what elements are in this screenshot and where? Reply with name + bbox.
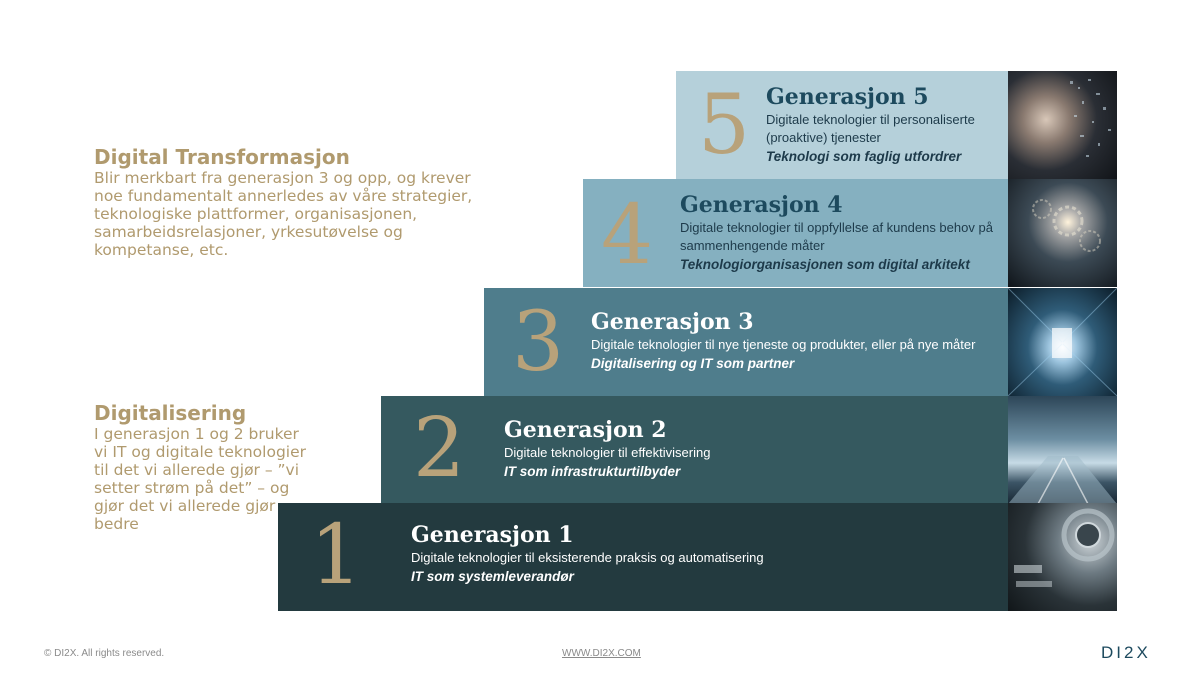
generation-3-step xyxy=(484,288,1008,396)
generation-5-number: 5 xyxy=(698,78,751,173)
generation-1-content xyxy=(411,521,998,586)
generation-4-step xyxy=(583,179,1008,287)
digital-transformation-block xyxy=(94,145,489,259)
generation-1-subtitle: IT som systemleverandør xyxy=(411,569,574,584)
di2x-logo: DI2X xyxy=(1101,643,1151,662)
generation-3-number: 3 xyxy=(512,295,565,390)
generation-1-number: 1 xyxy=(310,508,363,603)
generation-2-description: Digitale teknologier til effektivisering xyxy=(504,445,711,460)
digital-transformation-title: Digital Transformasjon xyxy=(94,145,350,169)
generation-4-description: Digitale teknologier til oppfyllelse af kundens behov på sammenhengende måter xyxy=(680,220,993,253)
digitalisering-block xyxy=(94,401,309,533)
generation-2-step xyxy=(381,396,1008,504)
generation-4-number: 4 xyxy=(601,188,654,283)
generation-5-description: Digitale teknologier til personaliserte (proaktive) tjenester xyxy=(766,112,975,145)
generation-1-description: Digitale teknologier til eksisterende praksis og automatisering xyxy=(411,550,764,565)
generation-5-content xyxy=(766,83,998,166)
generation-4-subtitle: Teknologiorganisasjonen som digital arkitekt xyxy=(680,257,970,272)
generation-3-content xyxy=(591,308,998,373)
generation-5-subtitle: Teknologi som faglig utfordrer xyxy=(766,149,962,164)
generation-1-step xyxy=(278,503,1008,611)
digitalisering-title: Digitalisering xyxy=(94,401,247,425)
gears-hand-image xyxy=(1008,179,1117,287)
generation-5-step xyxy=(676,71,1008,179)
ai-face-image xyxy=(1008,71,1117,179)
data-tunnel-image xyxy=(1008,288,1117,396)
generation-5-title: Generasjon 5 xyxy=(766,84,929,110)
website-link[interactable]: WWW.DI2X.COM xyxy=(562,648,641,659)
generation-4-content xyxy=(680,191,998,274)
digital-transformation-text: Blir merkbart fra generasjon 3 og opp, og krever noe fundamentalt annerledes av våre strategier, teknologiske plattformer, organisasjonen, samarbeidsrelasjoner, yrkesutøvelse og kompetanse, etc. xyxy=(94,169,473,259)
generation-3-title: Generasjon 3 xyxy=(591,309,754,335)
dashboard-dial-image xyxy=(1008,503,1117,611)
generation-1-title: Generasjon 1 xyxy=(411,522,574,548)
generation-3-description: Digitale teknologier til nye tjeneste og produkter, eller på nye måter xyxy=(591,337,976,352)
generation-2-title: Generasjon 2 xyxy=(504,417,667,443)
generation-2-subtitle: IT som infrastrukturtilbyder xyxy=(504,464,681,479)
generation-4-title: Generasjon 4 xyxy=(680,192,843,218)
generation-2-content xyxy=(504,416,998,481)
generation-3-subtitle: Digitalisering og IT som partner xyxy=(591,356,795,371)
digitalisering-text: I generasjon 1 og 2 bruker vi IT og digitale teknologier til det vi allerede gjør – ”vi setter strøm på det” – og gjør det vi allerede gjør bedre xyxy=(94,425,306,533)
copyright-text: © DI2X. All rights reserved. xyxy=(44,648,165,659)
generation-2-number: 2 xyxy=(413,401,466,496)
highway-image xyxy=(1008,396,1117,504)
